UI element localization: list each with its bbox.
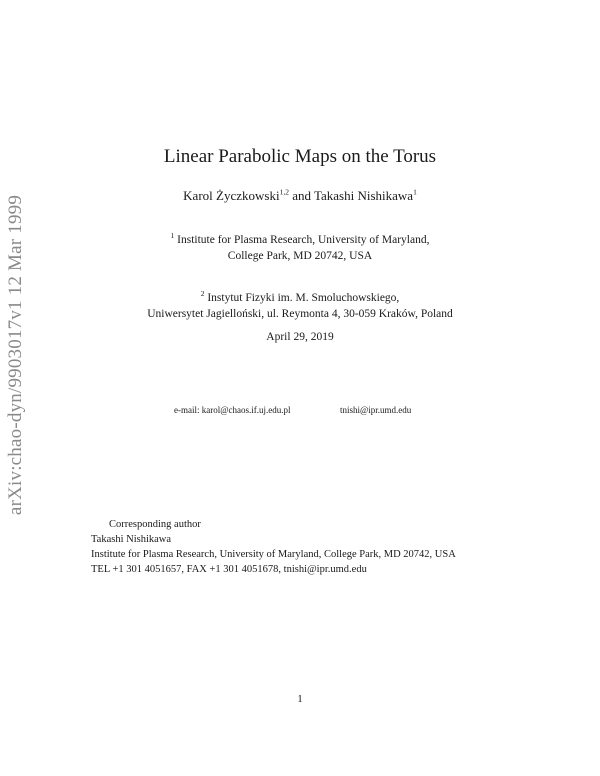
author-name: Takashi Nishikawa (313, 188, 414, 203)
email-tnishi[interactable]: tnishi@ipr.umd.edu (340, 405, 412, 415)
corresponding-author-block (91, 517, 456, 577)
affiliation-line: Instytut Fizyki im. M. Smoluchowskiego, (204, 292, 400, 304)
author-list (0, 188, 600, 204)
affiliation-marker: 2 (200, 289, 205, 299)
affiliation-line: College Park, MD 20742, USA (227, 250, 373, 262)
corresponding-name: Takashi Nishikawa (91, 534, 172, 545)
arxiv-identifier[interactable]: arXiv:chao-dyn/9903017v1 12 Mar 1999 (5, 194, 26, 516)
affiliation-line: Uniwersytet Jagielloński, ul. Reymonta 4, 30-059 Kraków, Poland (147, 308, 453, 320)
page-number: 1 (297, 693, 303, 705)
affiliation-marker: 1 (170, 231, 175, 241)
affiliation-2 (0, 290, 600, 322)
author-name: Karol Życzkowski (183, 188, 280, 203)
affiliation-line: Institute for Plasma Research, University of Maryland, (174, 234, 430, 246)
affiliation-marker: 1,2 (279, 187, 289, 197)
corresponding-address: Institute for Plasma Research, University of Maryland, College Park, MD 20742, USA (91, 549, 456, 560)
affiliation-marker: 1 (413, 187, 417, 197)
affiliation-1 (0, 232, 600, 264)
email-karol[interactable]: e-mail: karol@chaos.if.uj.edu.pl (174, 405, 291, 415)
paper-date: April 29, 2019 (266, 331, 334, 343)
corresponding-contact: TEL +1 301 4051657, FAX +1 301 4051678, tnishi@ipr.umd.edu (91, 564, 367, 575)
corresponding-heading: Corresponding author (109, 519, 201, 530)
paper-title: Linear Parabolic Maps on the Torus (163, 146, 437, 167)
author-joiner: and (288, 188, 314, 203)
